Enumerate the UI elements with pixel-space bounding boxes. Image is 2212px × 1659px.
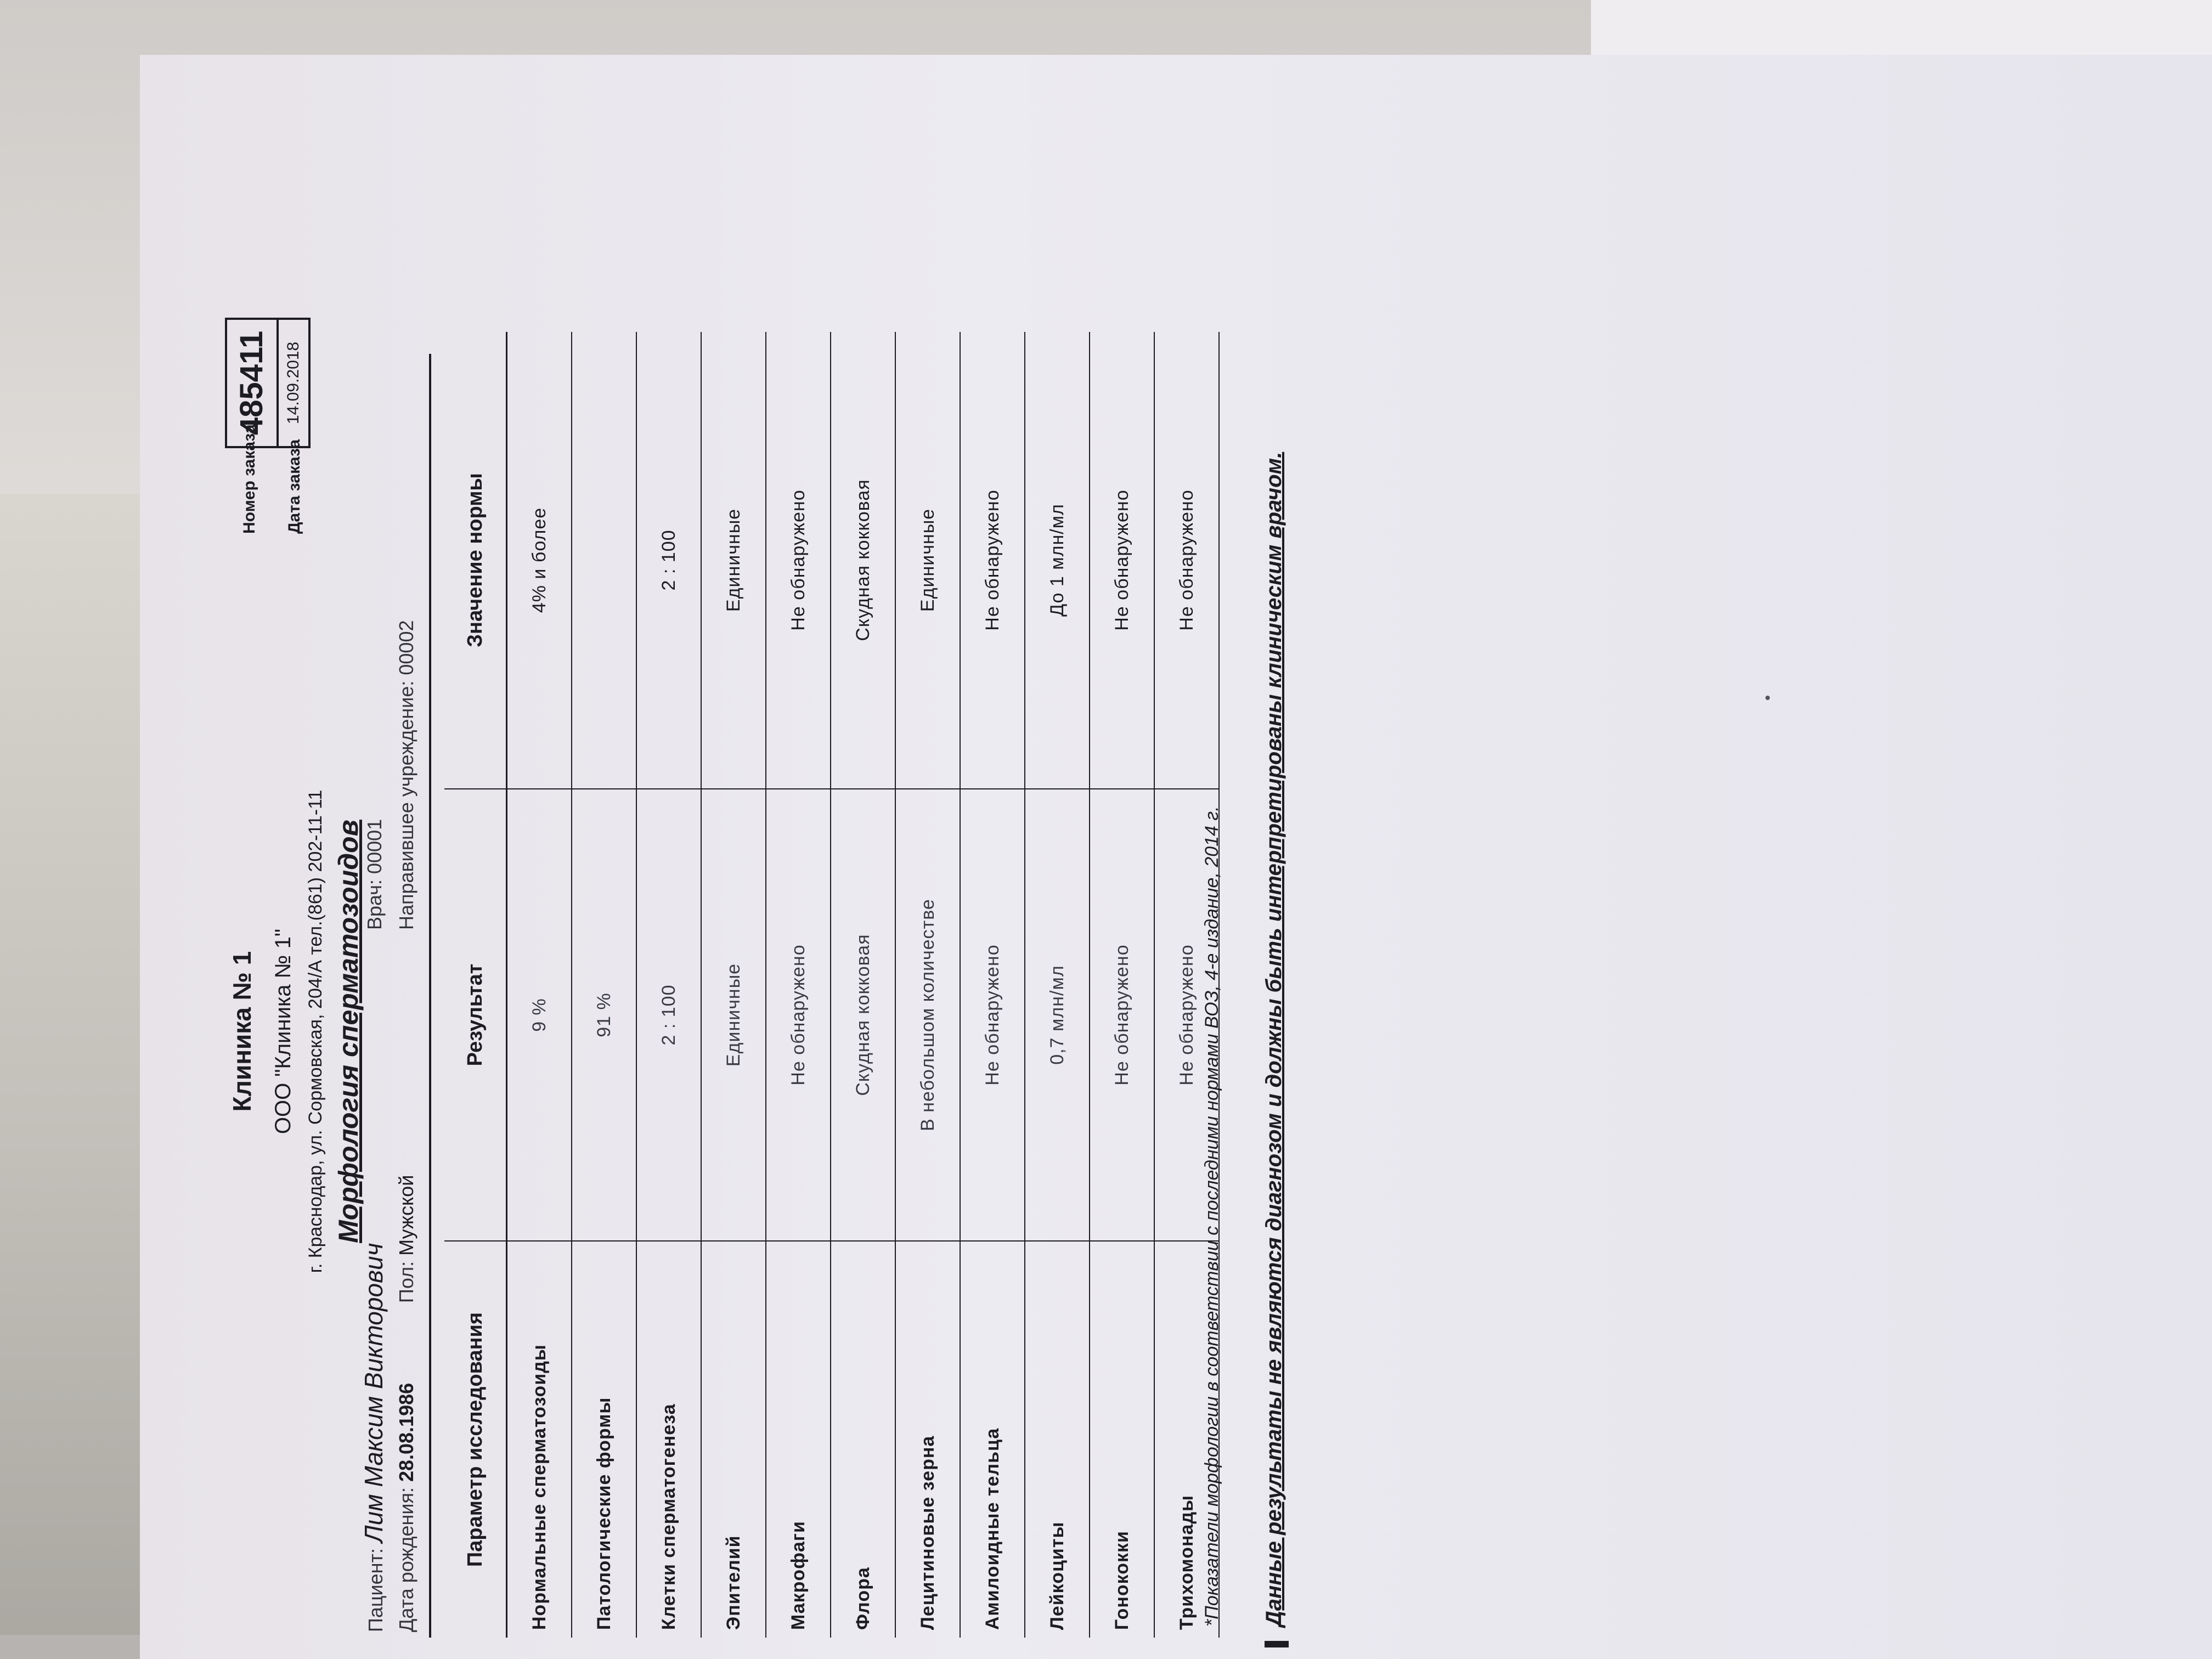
- result-cell: Не обнаружено: [1090, 789, 1154, 1241]
- order-date-label: Дата заказа: [285, 439, 303, 534]
- norm-cell: 4% и более: [507, 332, 572, 789]
- norm-cell: До 1 млн/мл: [1025, 332, 1090, 789]
- background-surface: [0, 494, 143, 1659]
- param-cell: Лецитиновые зерна: [895, 1241, 960, 1638]
- param-cell: Амилоидные тельца: [960, 1241, 1025, 1638]
- param-cell: Макрофаги: [766, 1241, 831, 1638]
- referring-line: [395, 620, 418, 930]
- param-cell: Эпителий: [701, 1241, 766, 1638]
- result-cell: 91 %: [572, 789, 636, 1241]
- doctor-line: [363, 819, 386, 930]
- patient-line: [359, 1243, 388, 1632]
- table-row: [636, 332, 701, 1638]
- patient-label: Пациент:: [364, 1548, 387, 1632]
- header-rule: [429, 354, 431, 1638]
- norm-cell: Скудная кокковая: [831, 332, 895, 789]
- table-row: [701, 332, 766, 1638]
- result-cell: 9 %: [507, 789, 572, 1241]
- param-cell: Флора: [831, 1241, 895, 1638]
- birth-date: 28.08.1986: [395, 1383, 417, 1482]
- param-cell: Трихомонады: [1154, 1241, 1219, 1638]
- sex-value: Мужской: [395, 1175, 417, 1256]
- param-cell: Лейкоциты: [1025, 1241, 1090, 1638]
- norm-cell: 2 : 100: [636, 332, 701, 789]
- column-header-result: Результат: [444, 789, 507, 1241]
- norm-cell: Не обнаружено: [960, 332, 1025, 789]
- result-cell: 0,7 млн/мл: [1025, 789, 1090, 1241]
- order-date: 14.09.2018: [279, 318, 311, 448]
- param-cell: Нормальные сперматозоиды: [507, 1241, 572, 1638]
- result-cell: Не обнаружено: [960, 789, 1025, 1241]
- disclaimer-marker: [1265, 1641, 1289, 1647]
- paper-speck: [1765, 696, 1770, 700]
- order-number: 485411: [225, 318, 279, 448]
- who-footnote: *Показатели морфологии в соответствии с последними нормами ВОЗ, 4-е издание, 2014 г.: [1201, 806, 1222, 1627]
- param-cell: Гонококки: [1090, 1241, 1154, 1638]
- norm-cell: [572, 332, 636, 789]
- table-row: [1090, 332, 1154, 1638]
- referring-label: Направившее учреждение:: [395, 680, 417, 930]
- disclaimer: Данные результаты не являются диагнозом и должны быть интерпретированы клиническим врачом.: [1262, 452, 1286, 1627]
- order-box: [225, 318, 311, 534]
- birth-line: [395, 1383, 418, 1632]
- clinic-name: Клиника № 1: [228, 951, 256, 1112]
- result-cell: 2 : 100: [636, 789, 701, 1241]
- param-cell: Патологические формы: [572, 1241, 636, 1638]
- lab-report: [225, 195, 1443, 1643]
- norm-cell: Единичные: [895, 332, 960, 789]
- table-row: [895, 332, 960, 1638]
- param-cell: Клетки сперматогенеза: [636, 1241, 701, 1638]
- norm-cell: Не обнаружено: [1090, 332, 1154, 789]
- column-header-norm: Значение нормы: [444, 332, 507, 789]
- sex-label: Пол:: [395, 1261, 417, 1303]
- table-row: [831, 332, 895, 1638]
- table-row: [1025, 332, 1090, 1638]
- norm-cell: Не обнаружено: [1154, 332, 1219, 789]
- referring-code: 00002: [395, 620, 417, 675]
- order-number-label: Номер заказа: [240, 424, 258, 534]
- result-cell: Единичные: [701, 789, 766, 1241]
- doctor-code: 00001: [363, 819, 386, 874]
- result-cell: В небольшом количестве: [895, 789, 960, 1241]
- sex-line: [395, 1175, 418, 1303]
- table-header-row: [444, 332, 507, 1638]
- table-row: [960, 332, 1025, 1638]
- clinic-address: г. Краснодар, ул. Сормовская, 204/А тел.(861) 202-11-11: [305, 789, 326, 1273]
- result-cell: Не обнаружено: [766, 789, 831, 1241]
- table-row: [572, 332, 636, 1638]
- organization-name: ООО "Клиника № 1": [271, 928, 295, 1135]
- results-table: [444, 332, 1220, 1638]
- result-cell: Скудная кокковая: [831, 789, 895, 1241]
- column-header-parameter: Параметр исследования: [444, 1241, 507, 1638]
- doctor-label: Врач:: [363, 879, 386, 930]
- norm-cell: Единичные: [701, 332, 766, 789]
- birth-label: Дата рождения:: [395, 1487, 417, 1632]
- norm-cell: Не обнаружено: [766, 332, 831, 789]
- report-title: Морфология сперматозоидов: [333, 820, 364, 1243]
- patient-name: Лим Максим Викторович: [359, 1243, 388, 1543]
- table-row: [766, 332, 831, 1638]
- table-row: [507, 332, 572, 1638]
- result-cell: Не обнаружено: [1154, 789, 1219, 1241]
